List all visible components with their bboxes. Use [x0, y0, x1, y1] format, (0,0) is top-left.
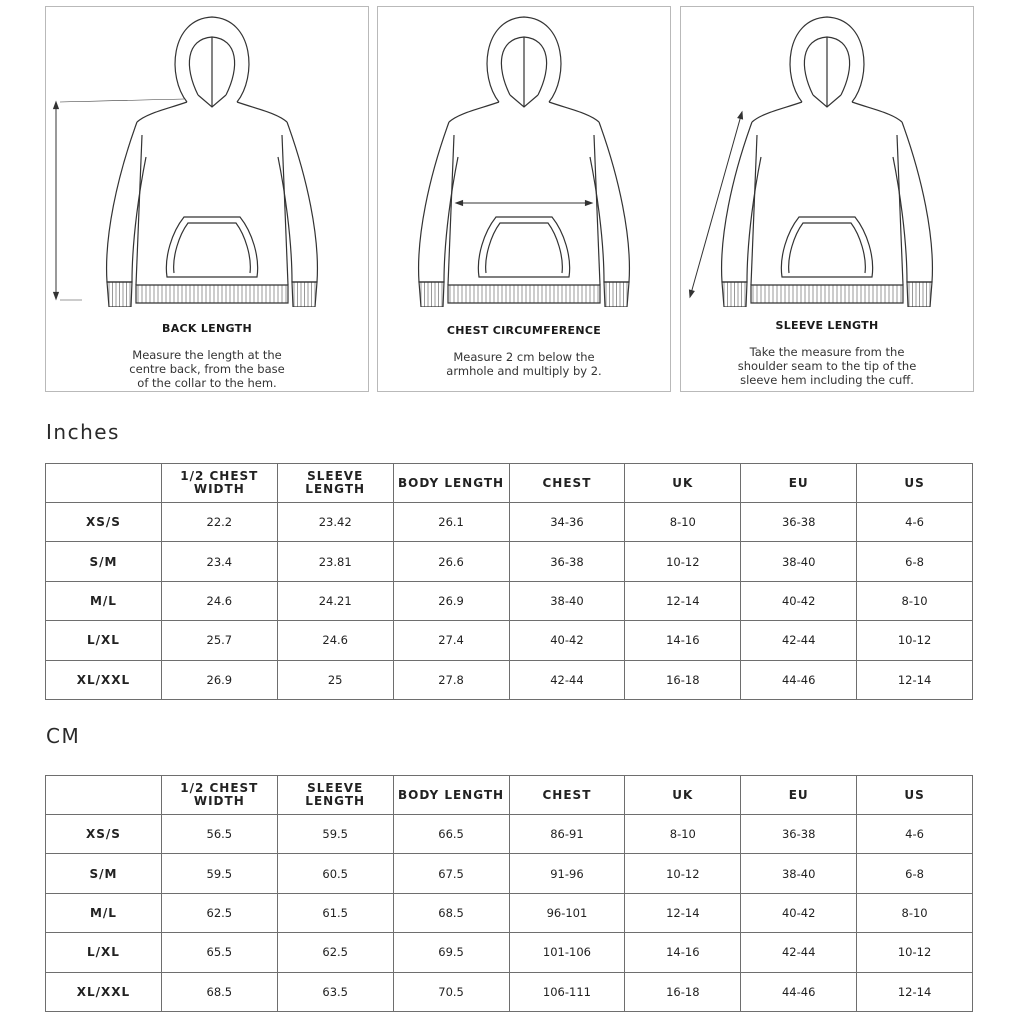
measurement-cell: 70.5 — [393, 972, 509, 1011]
measurement-cell: 60.5 — [277, 854, 393, 893]
size-label-cell: L/XL — [46, 933, 162, 972]
size-label-cell: XS/S — [46, 503, 162, 542]
measurement-cell: 67.5 — [393, 854, 509, 893]
measurement-cell: 106-111 — [509, 972, 625, 1011]
cm-heading: CM — [46, 724, 81, 748]
table-row — [46, 621, 973, 660]
measurement-cell: 26.9 — [161, 660, 277, 699]
corner-header-cell — [46, 464, 162, 503]
hoodie-chest-diagram — [378, 7, 670, 307]
column-header: 1/2 CHEST WIDTH — [161, 776, 277, 815]
table-row — [46, 815, 973, 854]
measurement-cell: 23.42 — [277, 503, 393, 542]
measurement-cell: 10-12 — [857, 621, 973, 660]
measurement-cell: 38-40 — [741, 542, 857, 581]
measurement-cell: 91-96 — [509, 854, 625, 893]
column-header: BODY LENGTH — [393, 464, 509, 503]
panel-title: BACK LENGTH — [162, 322, 252, 335]
measurement-cell: 24.6 — [277, 621, 393, 660]
hoodie-back-length-diagram — [46, 7, 368, 307]
measurement-cell: 86-91 — [509, 815, 625, 854]
cm-size-table — [45, 775, 973, 1012]
measurement-cell: 24.21 — [277, 581, 393, 620]
measurement-cell: 14-16 — [625, 621, 741, 660]
table-row — [46, 503, 973, 542]
table-row — [46, 893, 973, 932]
measurement-cell: 59.5 — [161, 854, 277, 893]
column-header: CHEST — [509, 464, 625, 503]
size-label-cell: L/XL — [46, 621, 162, 660]
table-row — [46, 542, 973, 581]
measurement-cell: 10-12 — [625, 542, 741, 581]
measurement-cell: 44-46 — [741, 660, 857, 699]
column-header: BODY LENGTH — [393, 776, 509, 815]
measurement-cell: 6-8 — [857, 542, 973, 581]
measurement-cell: 68.5 — [161, 972, 277, 1011]
measurement-cell: 36-38 — [741, 503, 857, 542]
measurement-cell: 42-44 — [509, 660, 625, 699]
table-row — [46, 581, 973, 620]
measurement-cell: 26.6 — [393, 542, 509, 581]
measurement-cell: 38-40 — [741, 854, 857, 893]
chest-circumference-panel — [377, 6, 671, 392]
measurement-cell: 12-14 — [625, 893, 741, 932]
size-label-cell: S/M — [46, 854, 162, 893]
size-label-cell: XS/S — [46, 815, 162, 854]
measurement-cell: 44-46 — [741, 972, 857, 1011]
column-header: UK — [625, 464, 741, 503]
measurement-cell: 24.6 — [161, 581, 277, 620]
sleeve-length-panel — [680, 6, 974, 392]
measurement-cell: 27.4 — [393, 621, 509, 660]
measurement-cell: 56.5 — [161, 815, 277, 854]
back-length-panel — [45, 6, 369, 392]
measurement-cell: 34-36 — [509, 503, 625, 542]
measurement-cell: 10-12 — [625, 854, 741, 893]
measurement-cell: 23.4 — [161, 542, 277, 581]
table-header-row — [46, 776, 973, 815]
measurement-cell: 101-106 — [509, 933, 625, 972]
measurement-cell: 8-10 — [857, 581, 973, 620]
measurement-cell: 38-40 — [509, 581, 625, 620]
measurement-cell: 68.5 — [393, 893, 509, 932]
measurement-cell: 22.2 — [161, 503, 277, 542]
column-header: EU — [741, 464, 857, 503]
measurement-cell: 62.5 — [277, 933, 393, 972]
measurement-cell: 16-18 — [625, 972, 741, 1011]
measurement-cell: 4-6 — [857, 815, 973, 854]
table-header-row — [46, 464, 973, 503]
measurement-cell: 25.7 — [161, 621, 277, 660]
measurement-cell: 36-38 — [509, 542, 625, 581]
measurement-cell: 40-42 — [741, 893, 857, 932]
measurement-cell: 40-42 — [741, 581, 857, 620]
measurement-cell: 26.1 — [393, 503, 509, 542]
measurement-cell: 26.9 — [393, 581, 509, 620]
table-row — [46, 933, 973, 972]
measurement-cell: 10-12 — [857, 933, 973, 972]
column-header: UK — [625, 776, 741, 815]
measurement-cell: 14-16 — [625, 933, 741, 972]
measurement-cell: 12-14 — [625, 581, 741, 620]
panel-description: Measure the length at the centre back, from the base of the collar to the hem. — [129, 348, 285, 390]
measurement-cell: 63.5 — [277, 972, 393, 1011]
column-header: EU — [741, 776, 857, 815]
size-label-cell: M/L — [46, 893, 162, 932]
measurement-cell: 27.8 — [393, 660, 509, 699]
inches-heading: Inches — [46, 420, 120, 444]
size-label-cell: XL/XXL — [46, 972, 162, 1011]
measurement-cell: 96-101 — [509, 893, 625, 932]
measurement-cell: 8-10 — [625, 503, 741, 542]
column-header: SLEEVE LENGTH — [277, 464, 393, 503]
measurement-cell: 16-18 — [625, 660, 741, 699]
inches-size-table — [45, 463, 973, 700]
measurement-cell: 42-44 — [741, 933, 857, 972]
table-row — [46, 660, 973, 699]
column-header: SLEEVE LENGTH — [277, 776, 393, 815]
panel-title: CHEST CIRCUMFERENCE — [446, 324, 602, 337]
measurement-cell: 12-14 — [857, 660, 973, 699]
measurement-cell: 36-38 — [741, 815, 857, 854]
column-header: US — [857, 776, 973, 815]
column-header: US — [857, 464, 973, 503]
measurement-cell: 40-42 — [509, 621, 625, 660]
measurement-cell: 59.5 — [277, 815, 393, 854]
table-row — [46, 972, 973, 1011]
measurement-cell: 4-6 — [857, 503, 973, 542]
measurement-cell: 25 — [277, 660, 393, 699]
measurement-cell: 42-44 — [741, 621, 857, 660]
measurement-cell: 23.81 — [277, 542, 393, 581]
measurement-cell: 62.5 — [161, 893, 277, 932]
corner-header-cell — [46, 776, 162, 815]
column-header: CHEST — [509, 776, 625, 815]
size-label-cell: S/M — [46, 542, 162, 581]
hoodie-sleeve-diagram — [681, 7, 973, 307]
measurement-cell: 65.5 — [161, 933, 277, 972]
measurement-cell: 8-10 — [857, 893, 973, 932]
measurement-cell: 61.5 — [277, 893, 393, 932]
measurement-cell: 69.5 — [393, 933, 509, 972]
panel-description: Take the measure from the shoulder seam to the tip of the sleeve hem including the cuff. — [737, 345, 917, 387]
table-row — [46, 854, 973, 893]
measurement-cell: 66.5 — [393, 815, 509, 854]
measurement-cell: 12-14 — [857, 972, 973, 1011]
column-header: 1/2 CHEST WIDTH — [161, 464, 277, 503]
size-label-cell: XL/XXL — [46, 660, 162, 699]
panel-description: Measure 2 cm below the armhole and multiply by 2. — [446, 350, 602, 378]
size-label-cell: M/L — [46, 581, 162, 620]
measurement-cell: 6-8 — [857, 854, 973, 893]
panel-title: SLEEVE LENGTH — [775, 319, 879, 332]
measurement-cell: 8-10 — [625, 815, 741, 854]
